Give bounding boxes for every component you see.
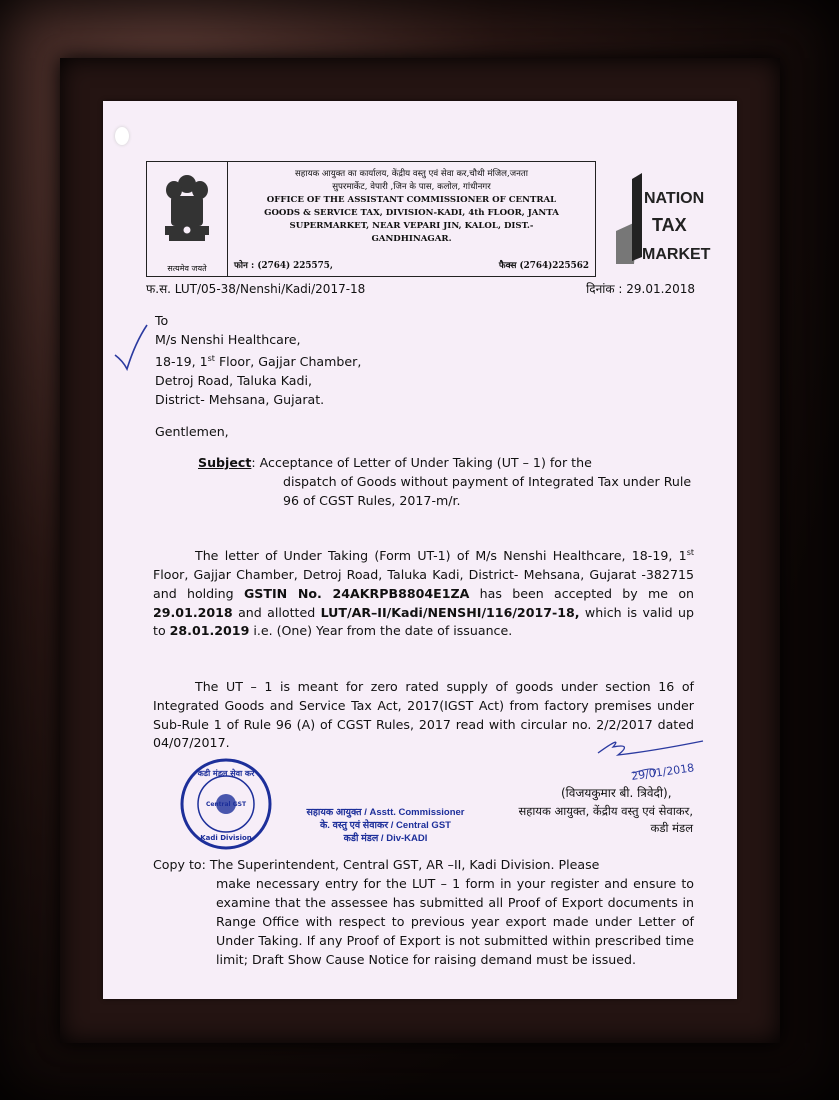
logo-word-1: NATION bbox=[644, 190, 705, 207]
phone-number: फोन : (2764) 225575, bbox=[234, 261, 333, 271]
checkmark-icon bbox=[113, 323, 149, 373]
nation-tax-market-logo-icon bbox=[608, 169, 711, 269]
letterhead-hindi-2: सुपरमार्केट, वेपारी ,जिन के पास, कलोल, गांधीनगर bbox=[332, 182, 491, 192]
paper-mark bbox=[115, 127, 129, 145]
address-line-4: District- Mehsana, Gujarat. bbox=[155, 392, 325, 408]
seal-bottom-text: Kadi Division bbox=[200, 834, 252, 842]
signature-date: 29/01/2018 bbox=[630, 761, 695, 783]
letter-date: दिनांक : 29.01.2018 bbox=[586, 282, 695, 296]
seal-mid-text: Central GST bbox=[205, 801, 247, 808]
validity-date: 28.01.2019 bbox=[169, 623, 250, 639]
copy-to-lead: Copy to: The Superintendent, Central GST, AR –II, Kadi Division. Please bbox=[153, 857, 600, 872]
body-paragraph-1: The letter of Under Taking (Form UT-1) of M/s Nenshi Healthcare, 18-19, 1st Floor, Gajjar Chamber, Detroj Road, Taluka Kadi, District- Mehsana, Gujarat -382715 and holding GSTIN No. 24AKRPB8804E1ZA has been accepted by me on 29.01.2018 and allotted LUT/AR–II/Kadi/NENSHI/116/2017-18, which is valid up to 28.01.2019 i.e. (One) Year from the date of issuance. bbox=[153, 548, 695, 639]
subject-line-1: : Acceptance of Letter of Under Taking (UT – 1) for the bbox=[251, 455, 592, 470]
letterhead-english-3: SUPERMARKET, NEAR VEPARI JIN, KALOL, DIST.- bbox=[289, 221, 534, 231]
letterhead-english-1: OFFICE OF THE ASSISTANT COMMISSIONER OF CENTRAL bbox=[266, 195, 557, 205]
letter-document bbox=[103, 101, 737, 999]
logo-word-2: TAX bbox=[652, 215, 687, 235]
gstin-number: GSTIN No. 24AKRPB8804E1ZA bbox=[243, 585, 470, 601]
acceptance-date: 29.01.2018 bbox=[153, 604, 233, 620]
designation-stamp: सहायक आयुक्त / Asstt. Commissioner के. वस्तु एवं सेवाकर / Central GST कडी मंडल / Div-KADI bbox=[306, 807, 465, 844]
seal-top-text: कडी मंडल सेवा कर bbox=[197, 769, 255, 778]
copy-to-block bbox=[153, 855, 694, 969]
letterhead-hindi-1: सहायक आयुक्त का कार्यालय, केंद्रीय वस्तु एवं सेवा कर,चौथी मंजिल,जनता bbox=[295, 169, 528, 179]
body-paragraph-2: The UT – 1 is meant for zero rated supply of goods under section 16 of Integrated Goods and Service Tax Act, 2017(IGST Act) from factory premises under Sub-Rule 1 of Rule 96 (A) of CGST Rules, 2017 read with circular no. 2/2/2017 dated 04/07/2017. bbox=[153, 679, 694, 751]
signatory-designation: सहायक आयुक्त, केंद्रीय वस्तु एवं सेवाकर, कडी मंडल bbox=[518, 804, 693, 835]
letterhead-text bbox=[228, 162, 595, 276]
office-seal-icon bbox=[178, 756, 274, 852]
address-line-3: Detroj Road, Taluka Kadi, bbox=[155, 373, 312, 389]
subject-label: Subject bbox=[198, 455, 252, 470]
letterhead bbox=[146, 161, 596, 277]
subject-block bbox=[198, 453, 693, 510]
signature-icon bbox=[593, 733, 713, 783]
signatory-name: (विजयकुमार बी. त्रिवेदी), bbox=[561, 786, 672, 800]
file-number: फ.स. LUT/05-38/Nenshi/Kadi/2017-18 bbox=[146, 282, 366, 296]
letterhead-english-4: GANDHINAGAR. bbox=[371, 234, 452, 244]
national-emblem-icon bbox=[147, 162, 227, 262]
letterhead-english-2: GOODS & SERVICE TAX, DIVISION-KADI, 4th FLOOR, JANTA bbox=[264, 208, 559, 218]
recipient-address bbox=[155, 311, 361, 409]
lut-number: LUT/AR–II/Kadi/NENSHI/116/2017-18, bbox=[320, 604, 580, 620]
fax-number: फैक्स (2764)225562 bbox=[498, 261, 589, 271]
emblem-motto: सत्यमेव जयते bbox=[167, 264, 207, 273]
address-line-1: M/s Nenshi Healthcare, bbox=[155, 332, 301, 347]
emblem-box bbox=[147, 162, 228, 276]
contact-line bbox=[234, 260, 589, 273]
logo-word-3: MARKET bbox=[642, 246, 711, 263]
salutation: Gentlemen, bbox=[155, 424, 229, 439]
subject-rest: dispatch of Goods without payment of Integrated Tax under Rule 96 of CGST Rules, 2017-m/r. bbox=[283, 474, 692, 508]
address-line-2: 18-19, 1st Floor, Gajjar Chamber, bbox=[155, 354, 362, 370]
copy-to-rest: make necessary entry for the LUT – 1 form in your register and ensure to examine that the assessee has submitted all Proof of Export documents in Range Office with respect to previous year export made under Letter of Under Taking. If any Proof of Export is not submitted within prescribed time limit; Draft Show Cause Notice for raising demand must be issued. bbox=[216, 876, 694, 967]
address-to: To bbox=[155, 313, 169, 328]
